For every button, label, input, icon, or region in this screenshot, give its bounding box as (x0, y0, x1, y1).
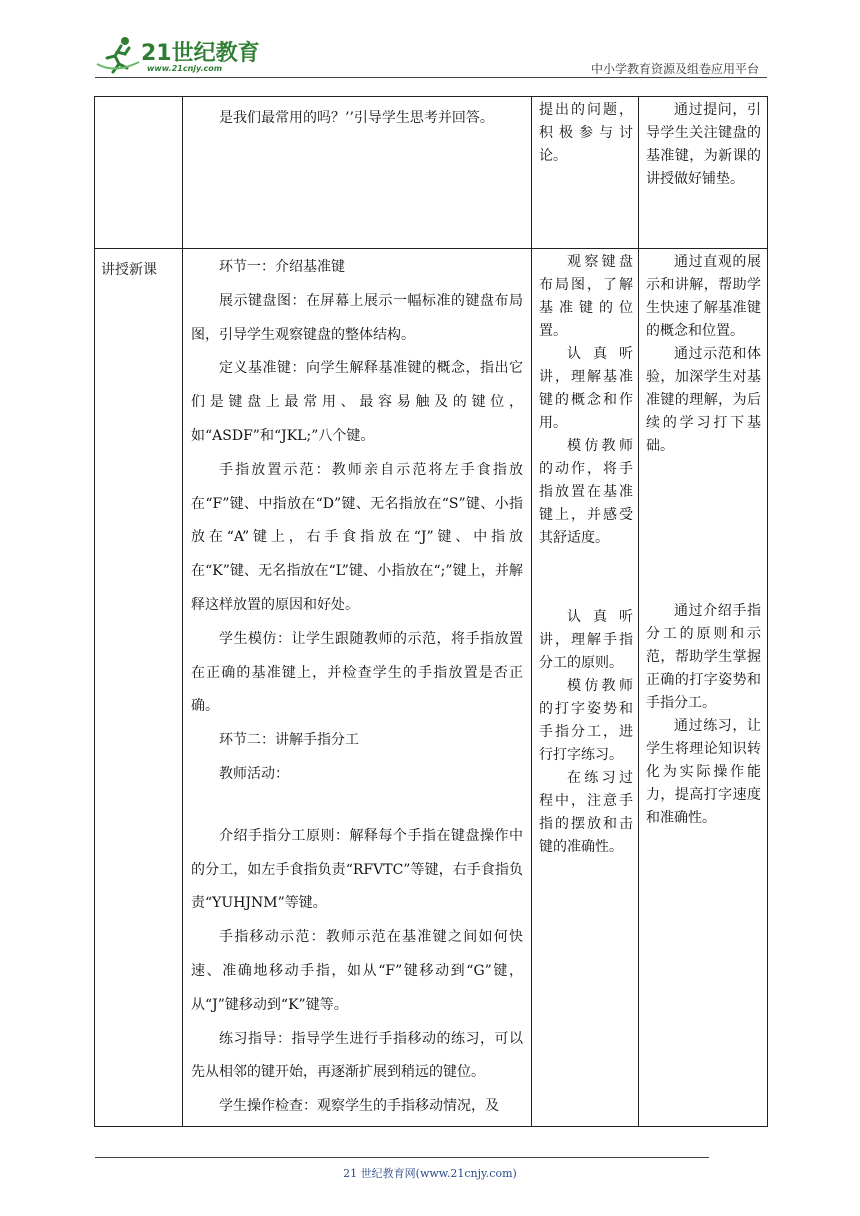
paragraph: 教师活动： (219, 765, 289, 782)
paragraph: 手指移动示范：教师示范在基准键之间如何快速、准确地移动手指，如从“F”键移动到“G”键，从“J”键移动到“K”键等。 (191, 929, 523, 1013)
logo-text: 21世纪教育 (141, 41, 260, 66)
table-row (95, 97, 768, 249)
paragraph: 环节一：介绍基准键 (219, 259, 345, 275)
paragraph: 练习指导：指导学生进行手指移动的练习，可以先从相邻的键开始，再逐渐扩展到稍远的键位。 (191, 1030, 523, 1081)
blank-line (191, 792, 523, 820)
paragraph: 认真听讲，理解手指分工的原则。 (539, 609, 633, 671)
stage-cell (95, 97, 183, 249)
student-activity-cell (532, 249, 639, 1127)
design-intent-cell (639, 249, 768, 1127)
paragraph: 环节二：讲解手指分工 (219, 732, 359, 749)
paragraph: 介绍手指分工原则：解释每个手指在键盘操作中的分工，如左手食指负责“RFVTC”等键，右手食指负责“YUHJNM”等键。 (191, 827, 523, 912)
paragraph: 手指放置示范：教师亲自示范将左手食指放在“F”键、中指放在“D”键、无名指放在“S”键、小指放在“A”键上，右手食指放在“J”键、中指放在“K”键、无名指放在“L”键、小指放在“;”键上，并解释这样放置的原因和好处。 (191, 461, 523, 613)
paragraph: 观察键盘布局图，了解基准键的位置。 (539, 254, 633, 339)
header-divider (95, 77, 767, 78)
lesson-table (94, 96, 768, 1127)
paragraph: 在练习过程中，注意手指的摆放和击键的准确性。 (539, 770, 633, 855)
footer-divider (95, 1157, 709, 1158)
platform-title: 中小学教育资源及组卷应用平台 (590, 62, 759, 76)
teacher-activity-cell (183, 249, 532, 1127)
paragraph: 通过示范和体验，加深学生对基准键的理解，为后续的学习打下基础。 (646, 346, 761, 454)
paragraph: 通过直观的展示和讲解，帮助学生快速了解基准键的概念和位置。 (646, 254, 761, 339)
paragraph: 认真听讲，理解基准键的概念和作用。 (539, 346, 633, 431)
table-row (95, 249, 768, 1127)
stage-label: 讲授新课 (101, 262, 157, 278)
paragraph: 学生操作检查：观察学生的手指移动情况，及 (219, 1098, 499, 1115)
page-header (95, 30, 767, 80)
footer-link[interactable]: 21 世纪教育网(www.21cnjy.com) (343, 1167, 517, 1180)
teacher-activity-cell: 是我们最常用的吗？’’引导学生思考并回答。 (183, 97, 532, 249)
logo-url: www.21cnjy.com (147, 64, 223, 73)
paragraph: 模仿教师的动作，将手指放置在基准键上，并感受其舒适度。 (539, 438, 633, 546)
runner-logo-icon (95, 34, 145, 74)
paragraph: 学生模仿：让学生跟随教师的示范，将手指放置在正确的基准键上，并检查学生的手指放置是否正确。 (191, 630, 523, 715)
design-intent-cell: 通过提问，引导学生关注键盘的基准键，为新课的讲授做好铺垫。 (639, 97, 768, 249)
site-logo[interactable] (95, 34, 260, 74)
paragraph: 通过介绍手指分工的原则和示范，帮助学生掌握正确的打字姿势和手指分工。 (646, 603, 761, 711)
paragraph: 模仿教师的打字姿势和手指分工，进行打字练习。 (539, 678, 633, 763)
paragraph: 定义基准键：向学生解释基准键的概念，指出它们是键盘上最常用、最容易触及的键位，如“ASDF”和“JKL;”八个键。 (191, 360, 523, 444)
stage-cell (95, 249, 183, 1127)
paragraph: 展示键盘图：在屏幕上展示一幅标准的键盘布局图，引导学生观察键盘的整体结构。 (191, 292, 523, 343)
paragraph: 通过练习，让学生将理论知识转化为实际操作能力，提高打字速度和准确性。 (646, 718, 761, 826)
student-activity-cell: 提出的问题，积极参与讨论。 (532, 97, 639, 249)
